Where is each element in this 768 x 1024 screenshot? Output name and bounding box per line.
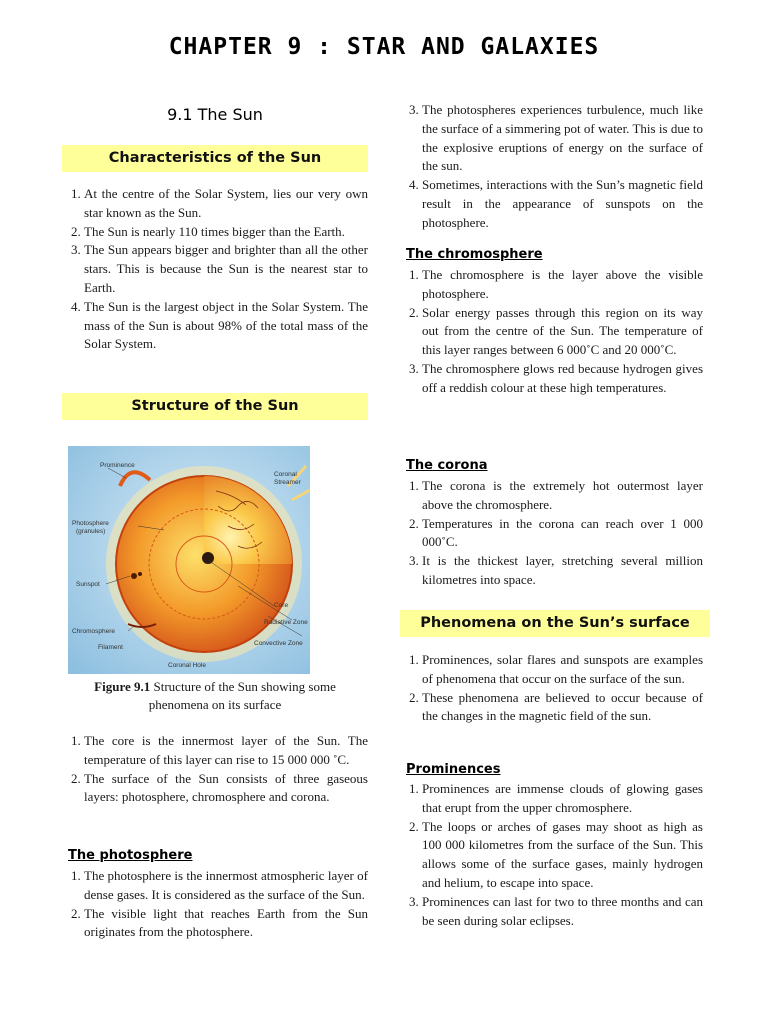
list-item: 2. Solar energy passes through this region on its way out from the centre of the Sun. The temperature of this layer ranges between 6 000˚C and 20 000˚C. <box>422 304 703 360</box>
list-item: 1. The core is the innermost layer of the Sun. The temperature of this layer can rise to 15 000 000 ˚C. <box>84 732 368 770</box>
list-item: 4. The Sun is the largest object in the Solar System. The mass of the Sun is about 98% of the total mass of the Solar System. <box>84 298 368 354</box>
characteristics-list <box>62 185 368 354</box>
corona-heading: The corona <box>406 458 488 473</box>
chromosphere-heading: The chromosphere <box>406 247 543 262</box>
list-item: 1. The photosphere is the innermost atmospheric layer of dense gases. It is considered as the surface of the Sun. <box>84 867 368 905</box>
label-photosphere-1: Photosphere <box>72 520 109 527</box>
label-coronal-hole: Coronal Hole <box>168 662 206 669</box>
label-coronal-streamer-1: Coronal <box>274 471 297 478</box>
label-radiative-zone: Radiative Zone <box>264 619 308 626</box>
list-item: 1. The corona is the extremely hot outermost layer above the chromosphere. <box>422 477 703 515</box>
label-filament: Filament <box>98 644 123 651</box>
list-item: 1. At the centre of the Solar System, lies our very own star known as the Sun. <box>84 185 368 223</box>
list-item: 3. The chromosphere glows red because hydrogen gives off a reddish colour at these high temperatures. <box>422 360 703 398</box>
list-item: 1. Prominences are immense clouds of glowing gases that erupt from the upper chromosphere. <box>422 780 703 818</box>
list-item: 3. It is the thickest layer, stretching several million kilometres into space. <box>422 552 703 590</box>
photosphere-heading: The photosphere <box>68 848 193 863</box>
caption-text-1: Structure of the Sun showing some <box>150 679 336 694</box>
list-item: 3. The photospheres experiences turbulence, much like the surface of a simmering pot of water. This is due to the explosive eruptions of energy on the surface of the sun. <box>422 101 703 176</box>
label-coronal-streamer-2: Streamer <box>274 479 301 486</box>
prominences-list <box>400 780 703 930</box>
phenomena-list <box>400 651 703 726</box>
prominences-heading: Prominences <box>406 762 501 777</box>
label-prominence: Prominence <box>100 462 135 469</box>
photosphere-cont-list <box>400 101 703 233</box>
caption-text-2: phenomena on its surface <box>148 697 282 712</box>
sunspot-mark <box>138 572 142 576</box>
section-heading-the-sun: 9.1 The Sun <box>167 105 263 124</box>
structure-banner: Structure of the Sun <box>62 393 368 420</box>
characteristics-banner: Characteristics of the Sun <box>62 145 368 172</box>
list-item: 2. The Sun is nearly 110 times bigger than the Earth. <box>84 223 368 242</box>
sun-structure-figure <box>68 446 310 674</box>
list-item: 1. Prominences, solar flares and sunspots are examples of phenomena that occur on the surface of the sun. <box>422 651 703 689</box>
chromosphere-list <box>400 266 703 398</box>
list-item: 2. These phenomena are believed to occur because of the changes in the magnetic field of the sun. <box>422 689 703 727</box>
structure-points-list <box>62 732 368 807</box>
phenomena-banner: Phenomena on the Sun’s surface <box>400 610 710 637</box>
list-item: 3. Prominences can last for two to three months and can be seen during solar eclipses. <box>422 893 703 931</box>
list-item: 2. The visible light that reaches Earth from the Sun originates from the photosphere. <box>84 905 368 943</box>
list-item: 4. Sometimes, interactions with the Sun’s magnetic field result in the appearance of sunspots on the photosphere. <box>422 176 703 232</box>
photosphere-list <box>62 867 368 942</box>
page-title: CHAPTER 9 : STAR AND GALAXIES <box>168 34 600 60</box>
corona-list <box>400 477 703 590</box>
list-item: 2. Temperatures in the corona can reach over 1 000 000˚C. <box>422 515 703 553</box>
sunspot-mark <box>131 573 137 579</box>
list-item: 1. The chromosphere is the layer above the visible photosphere. <box>422 266 703 304</box>
list-item: 2. The loops or arches of gases may shoot as high as 100 000 kilometres from the surface of the Sun. This allows some of the surface gases, mainly hydrogen and helium, to escape into space. <box>422 818 703 893</box>
list-item: 2. The surface of the Sun consists of three gaseous layers: photosphere, chromosphere and corona. <box>84 770 368 808</box>
label-sunspot: Sunspot <box>76 581 100 588</box>
list-item: 3. The Sun appears bigger and brighter than all the other stars. This is because the Sun is the nearest star to Earth. <box>84 241 368 297</box>
core-dot <box>202 552 214 564</box>
label-chromosphere: Chromosphere <box>72 628 115 635</box>
label-photosphere-2: (granules) <box>76 528 106 535</box>
caption-number: Figure 9.1 <box>94 679 151 694</box>
label-core: Core <box>274 602 289 609</box>
label-convective-zone: Convective Zone <box>254 640 303 647</box>
figure-caption <box>62 678 368 714</box>
sun-structure-illustration <box>68 446 310 674</box>
